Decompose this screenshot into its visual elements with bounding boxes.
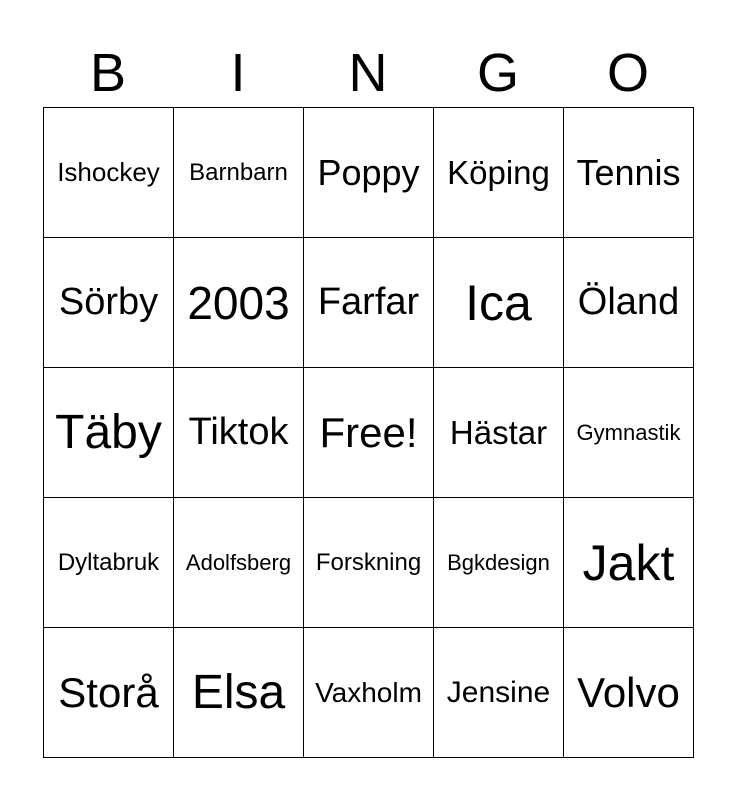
- bingo-cell[interactable]: 2003: [174, 238, 304, 368]
- bingo-cell[interactable]: Dyltabruk: [44, 498, 174, 628]
- bingo-cell[interactable]: Tennis: [564, 108, 694, 238]
- free-space-cell[interactable]: Free!: [304, 368, 434, 498]
- bingo-board: [43, 107, 694, 758]
- bingo-cell[interactable]: Farfar: [304, 238, 434, 368]
- header-letter-b: B: [89, 43, 127, 103]
- bingo-cell[interactable]: Vaxholm: [304, 628, 434, 758]
- bingo-cell[interactable]: Jensine: [434, 628, 564, 758]
- bingo-cell[interactable]: Ica: [434, 238, 564, 368]
- bingo-cell[interactable]: Elsa: [174, 628, 304, 758]
- bingo-cell[interactable]: Volvo: [564, 628, 694, 758]
- bingo-cell[interactable]: Poppy: [304, 108, 434, 238]
- bingo-cell[interactable]: Bgkdesign: [434, 498, 564, 628]
- header-letter-i: I: [230, 43, 246, 103]
- bingo-cell[interactable]: Hästar: [434, 368, 564, 498]
- bingo-cell[interactable]: Adolfsberg: [174, 498, 304, 628]
- bingo-cell[interactable]: Jakt: [564, 498, 694, 628]
- bingo-cell[interactable]: Tiktok: [174, 368, 304, 498]
- bingo-cell[interactable]: Forskning: [304, 498, 434, 628]
- header-letter-g: G: [476, 43, 519, 103]
- bingo-cell[interactable]: Köping: [434, 108, 564, 238]
- bingo-cell[interactable]: Sörby: [44, 238, 174, 368]
- bingo-cell[interactable]: Täby: [44, 368, 174, 498]
- bingo-cell[interactable]: Barnbarn: [174, 108, 304, 238]
- bingo-cell[interactable]: Ishockey: [44, 108, 174, 238]
- header-letter-o: O: [606, 43, 649, 103]
- header-letter-n: N: [348, 43, 388, 103]
- bingo-header: [43, 40, 693, 106]
- bingo-cell[interactable]: Storå: [44, 628, 174, 758]
- bingo-cell[interactable]: Gymnastik: [564, 368, 694, 498]
- bingo-cell[interactable]: Öland: [564, 238, 694, 368]
